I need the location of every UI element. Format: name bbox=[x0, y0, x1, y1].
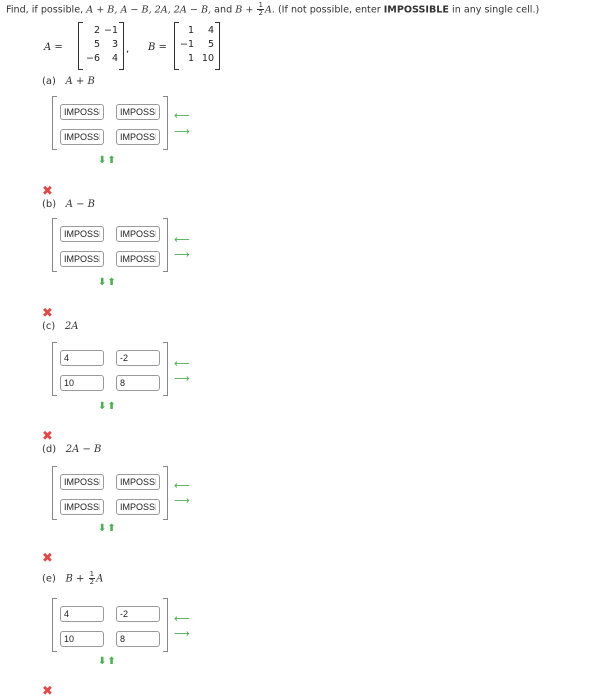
part-c-label: (c) 2A bbox=[42, 321, 79, 332]
matrix-separator: , bbox=[126, 44, 130, 55]
part-a-label: (a) A + B bbox=[42, 76, 95, 87]
matrix-bracket-left bbox=[52, 218, 57, 272]
part-a-cell-r2c1[interactable] bbox=[60, 129, 104, 145]
matrix-a-cell: −6 bbox=[85, 53, 100, 64]
part-e-cell-r2c2[interactable] bbox=[116, 631, 160, 647]
part-b-cell-r1c1[interactable] bbox=[60, 226, 104, 242]
part-a-cell-r2c2[interactable] bbox=[116, 129, 160, 145]
arrow-right-icon[interactable]: ⟶ bbox=[174, 125, 190, 138]
matrix-b-cell: 1 bbox=[187, 25, 194, 36]
part-e-cell-r1c1[interactable] bbox=[60, 606, 104, 622]
part-e-cell-r2c1[interactable] bbox=[60, 631, 104, 647]
part-d-cell-r2c2[interactable] bbox=[116, 499, 160, 515]
part-c-answer-matrix bbox=[52, 342, 168, 396]
part-d-cell-r1c1[interactable] bbox=[60, 474, 104, 490]
part-c-cell-r1c1[interactable] bbox=[60, 350, 104, 366]
row-up-down-icon[interactable]: ⬇⬆ bbox=[98, 523, 117, 534]
part-d-cell-r2c1[interactable] bbox=[60, 499, 104, 515]
fraction-half: $\frac{1}{2}$ bbox=[89, 570, 95, 586]
row-up-down-icon[interactable]: ⬇⬆ bbox=[98, 155, 117, 166]
part-e-answer-matrix bbox=[52, 598, 168, 652]
matrix-a bbox=[78, 22, 124, 70]
part-d-label: (d) 2A − B bbox=[42, 444, 102, 455]
matrix-bracket-right bbox=[215, 22, 220, 70]
arrow-right-icon[interactable]: ⟶ bbox=[174, 494, 190, 507]
part-a-answer-matrix bbox=[52, 96, 168, 150]
arrow-right-icon[interactable]: ⟶ bbox=[174, 627, 190, 640]
matrix-a-label: A = bbox=[44, 42, 63, 53]
matrix-b-cell: 5 bbox=[207, 39, 214, 50]
x-mark-icon: ✖ bbox=[42, 684, 53, 699]
matrix-bracket-left bbox=[52, 466, 57, 520]
matrix-bracket-right bbox=[163, 342, 168, 396]
arrow-right-icon[interactable]: ⟶ bbox=[174, 372, 190, 385]
matrix-a-cell: 4 bbox=[111, 53, 118, 64]
matrix-bracket-right bbox=[163, 598, 168, 652]
row-up-down-icon[interactable]: ⬇⬆ bbox=[98, 656, 117, 667]
x-mark-icon: ✖ bbox=[42, 306, 53, 321]
row-up-down-icon[interactable]: ⬇⬆ bbox=[98, 401, 117, 412]
matrix-a-cell: 2 bbox=[93, 25, 100, 36]
part-c-cell-r1c2[interactable] bbox=[116, 350, 160, 366]
part-b-cell-r2c1[interactable] bbox=[60, 251, 104, 267]
arrow-left-icon[interactable]: ⟵ bbox=[174, 357, 190, 370]
matrix-b-label: B = bbox=[148, 42, 167, 53]
arrow-left-icon[interactable]: ⟵ bbox=[174, 612, 190, 625]
matrix-b-cell: −1 bbox=[179, 39, 194, 50]
fraction-half: $\frac{1}{2}$ bbox=[258, 1, 263, 17]
matrix-bracket-left bbox=[52, 598, 57, 652]
matrix-bracket-left bbox=[52, 96, 57, 150]
matrix-a-cell: 5 bbox=[93, 39, 100, 50]
x-mark-icon: ✖ bbox=[42, 184, 53, 199]
part-c-cell-r2c2[interactable] bbox=[116, 375, 160, 391]
matrix-bracket-right bbox=[119, 22, 124, 70]
part-b-cell-r1c2[interactable] bbox=[116, 226, 160, 242]
part-b-answer-matrix bbox=[52, 218, 168, 272]
part-c-cell-r2c1[interactable] bbox=[60, 375, 104, 391]
matrix-bracket-left bbox=[78, 22, 83, 70]
matrix-bracket-right bbox=[163, 218, 168, 272]
question-prompt: Find, if possible, A + B, A − B, 2A, 2A − B, and B + $\frac{1}{2}$ A. (If not possible, enter IMPOSSIBLE in any single cell.) bbox=[6, 1, 540, 17]
part-e-cell-r1c2[interactable] bbox=[116, 606, 160, 622]
matrix-a-cell: −1 bbox=[103, 25, 118, 36]
matrix-bracket-left bbox=[52, 342, 57, 396]
matrix-b bbox=[174, 22, 220, 70]
part-b-label: (b) A − B bbox=[42, 199, 96, 210]
matrix-b-cell: 1 bbox=[187, 53, 194, 64]
part-d-cell-r1c2[interactable] bbox=[116, 474, 160, 490]
matrix-bracket-right bbox=[163, 466, 168, 520]
row-up-down-icon[interactable]: ⬇⬆ bbox=[98, 277, 117, 288]
part-b-cell-r2c2[interactable] bbox=[116, 251, 160, 267]
part-a-cell-r1c1[interactable] bbox=[60, 104, 104, 120]
matrix-b-cell: 4 bbox=[207, 25, 214, 36]
matrix-bracket-right bbox=[163, 96, 168, 150]
matrix-b-cell: 10 bbox=[201, 53, 214, 64]
arrow-right-icon[interactable]: ⟶ bbox=[174, 248, 190, 261]
x-mark-icon: ✖ bbox=[42, 429, 53, 444]
part-d-answer-matrix bbox=[52, 466, 168, 520]
x-mark-icon: ✖ bbox=[42, 551, 53, 566]
part-e-label: (e) B + $\frac{1}{2}$ A bbox=[42, 570, 104, 586]
matrix-a-cell: 3 bbox=[111, 39, 118, 50]
arrow-left-icon[interactable]: ⟵ bbox=[174, 109, 190, 122]
part-a-cell-r1c2[interactable] bbox=[116, 104, 160, 120]
arrow-left-icon[interactable]: ⟵ bbox=[174, 233, 190, 246]
arrow-left-icon[interactable]: ⟵ bbox=[174, 479, 190, 492]
